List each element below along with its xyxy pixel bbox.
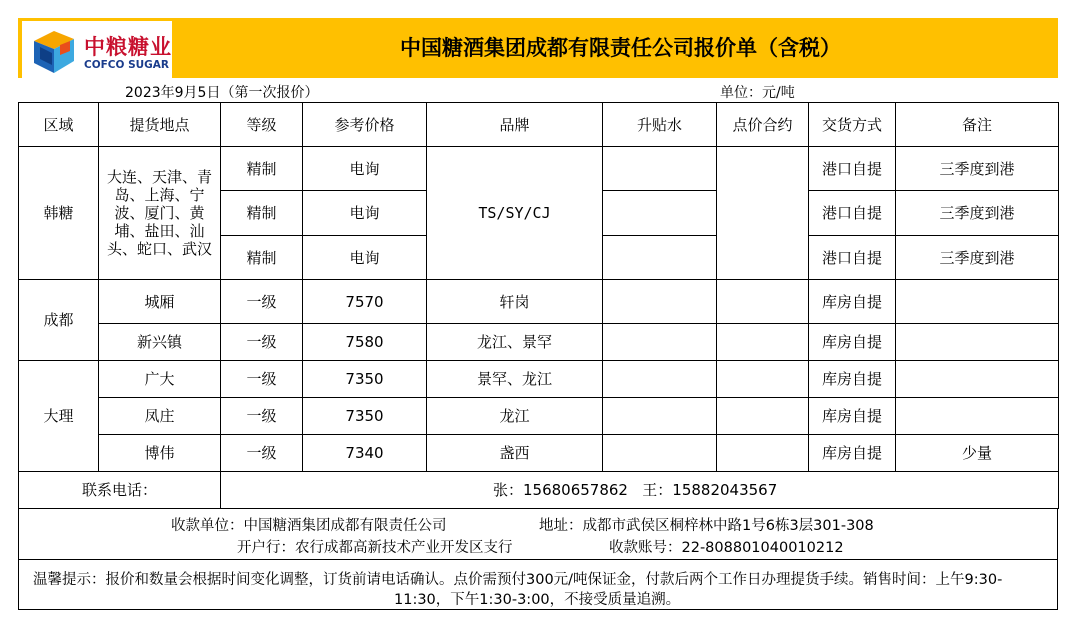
table-row [19, 324, 1059, 361]
delivery-cell: 港口自提 [809, 147, 896, 191]
tips-panel [18, 560, 1058, 610]
region-cell: 成都 [19, 280, 99, 361]
col-header: 提货地点 [99, 103, 221, 147]
price-cell: 7580 [303, 324, 427, 361]
premium-cell [603, 236, 717, 280]
contact-label: 联系电话： [19, 472, 221, 509]
location-cell: 城厢 [99, 280, 221, 324]
grade-cell: 一级 [221, 361, 303, 398]
delivery-cell: 库房自提 [809, 361, 896, 398]
col-header: 等级 [221, 103, 303, 147]
table-row [19, 147, 1059, 191]
grade-cell: 一级 [221, 324, 303, 361]
col-header: 备注 [896, 103, 1059, 147]
contract-cell [717, 398, 809, 435]
price-table [18, 102, 1059, 509]
contract-cell [717, 361, 809, 398]
payee-address: 地址：成都市武侯区桐梓林中路1号6栋3层301-308 [539, 518, 874, 534]
delivery-cell: 库房自提 [809, 280, 896, 324]
delivery-cell: 库房自提 [809, 435, 896, 472]
grade-cell: 一级 [221, 435, 303, 472]
premium-cell [603, 324, 717, 361]
delivery-cell: 港口自提 [809, 236, 896, 280]
contract-cell [717, 324, 809, 361]
table-row [19, 280, 1059, 324]
tips-line-1: 温馨提示：报价和数量会根据时间变化调整，订货前请电话确认。点价需预付300元/吨保证金，付款后两个工作日办理提货手续。销售时间：上午9:30- [33, 572, 1003, 588]
tips-line-2: 11:30，下午1:30-3:00，不接受质量追溯。 [394, 592, 681, 608]
brand-cell: 景罕、龙江 [427, 361, 603, 398]
grade-cell: 精制 [221, 147, 303, 191]
table-row [19, 398, 1059, 435]
price-cell: 7570 [303, 280, 427, 324]
note-cell [896, 280, 1059, 324]
location-cell: 新兴镇 [99, 324, 221, 361]
table-header-row [19, 103, 1059, 147]
note-cell [896, 398, 1059, 435]
grade-cell: 一级 [221, 280, 303, 324]
premium-cell [603, 398, 717, 435]
quote-date: 2023年9月5日（第一次报价） [125, 85, 319, 101]
logo-text-en: COFCO SUGAR [84, 59, 170, 71]
premium-cell [603, 435, 717, 472]
contact-row [19, 472, 1059, 509]
col-header: 升贴水 [603, 103, 717, 147]
note-cell [896, 324, 1059, 361]
note-cell: 三季度到港 [896, 236, 1059, 280]
note-cell [896, 361, 1059, 398]
brand-cell: 轩岗 [427, 280, 603, 324]
brand-cell: 龙江、景罕 [427, 324, 603, 361]
price-unit: 单位：元/吨 [720, 85, 795, 101]
location-cell: 凤庄 [99, 398, 221, 435]
col-header: 交货方式 [809, 103, 896, 147]
location-cell: 大连、天津、青岛、上海、宁波、厦门、黄埔、盐田、汕头、蛇口、武汉 [99, 147, 221, 280]
premium-cell [603, 191, 717, 236]
region-cell: 大理 [19, 361, 99, 472]
col-header: 点价合约 [717, 103, 809, 147]
table-row [19, 361, 1059, 398]
table-row [19, 435, 1059, 472]
logo-text-cn: 中粮糖业 [84, 35, 172, 59]
brand-cell: 盏西 [427, 435, 603, 472]
page-title: 中国糖酒集团成都有限责任公司报价单（含税） [400, 36, 841, 60]
cofco-sugar-logo [22, 21, 172, 79]
price-cell: 7350 [303, 398, 427, 435]
region-cell: 韩糖 [19, 147, 99, 280]
premium-cell [603, 280, 717, 324]
grade-cell: 精制 [221, 236, 303, 280]
col-header: 参考价格 [303, 103, 427, 147]
note-cell: 少量 [896, 435, 1059, 472]
price-cell: 电询 [303, 147, 427, 191]
brand-cell: 龙江 [427, 398, 603, 435]
contract-cell [717, 147, 809, 280]
cube-logo-icon [26, 27, 80, 75]
contract-cell [717, 435, 809, 472]
premium-cell [603, 147, 717, 191]
payee-account: 收款账号：22-808801040010212 [609, 540, 844, 556]
premium-cell [603, 361, 717, 398]
delivery-cell: 库房自提 [809, 324, 896, 361]
location-cell: 广大 [99, 361, 221, 398]
note-cell: 三季度到港 [896, 191, 1059, 236]
location-cell: 博伟 [99, 435, 221, 472]
delivery-cell: 港口自提 [809, 191, 896, 236]
price-cell: 电询 [303, 191, 427, 236]
price-cell: 7350 [303, 361, 427, 398]
price-cell: 7340 [303, 435, 427, 472]
contract-cell [717, 280, 809, 324]
payee-company: 收款单位：中国糖酒集团成都有限责任公司 [171, 518, 447, 534]
grade-cell: 精制 [221, 191, 303, 236]
payee-info [18, 508, 1058, 560]
brand-cell: TS/SY/CJ [427, 147, 603, 280]
grade-cell: 一级 [221, 398, 303, 435]
payee-bank: 开户行：农行成都高新技术产业开发区支行 [237, 540, 513, 556]
col-header: 区域 [19, 103, 99, 147]
price-cell: 电询 [303, 236, 427, 280]
delivery-cell: 库房自提 [809, 398, 896, 435]
col-header: 品牌 [427, 103, 603, 147]
note-cell: 三季度到港 [896, 147, 1059, 191]
contact-phones: 张：15680657862 王：15882043567 [221, 472, 1059, 509]
